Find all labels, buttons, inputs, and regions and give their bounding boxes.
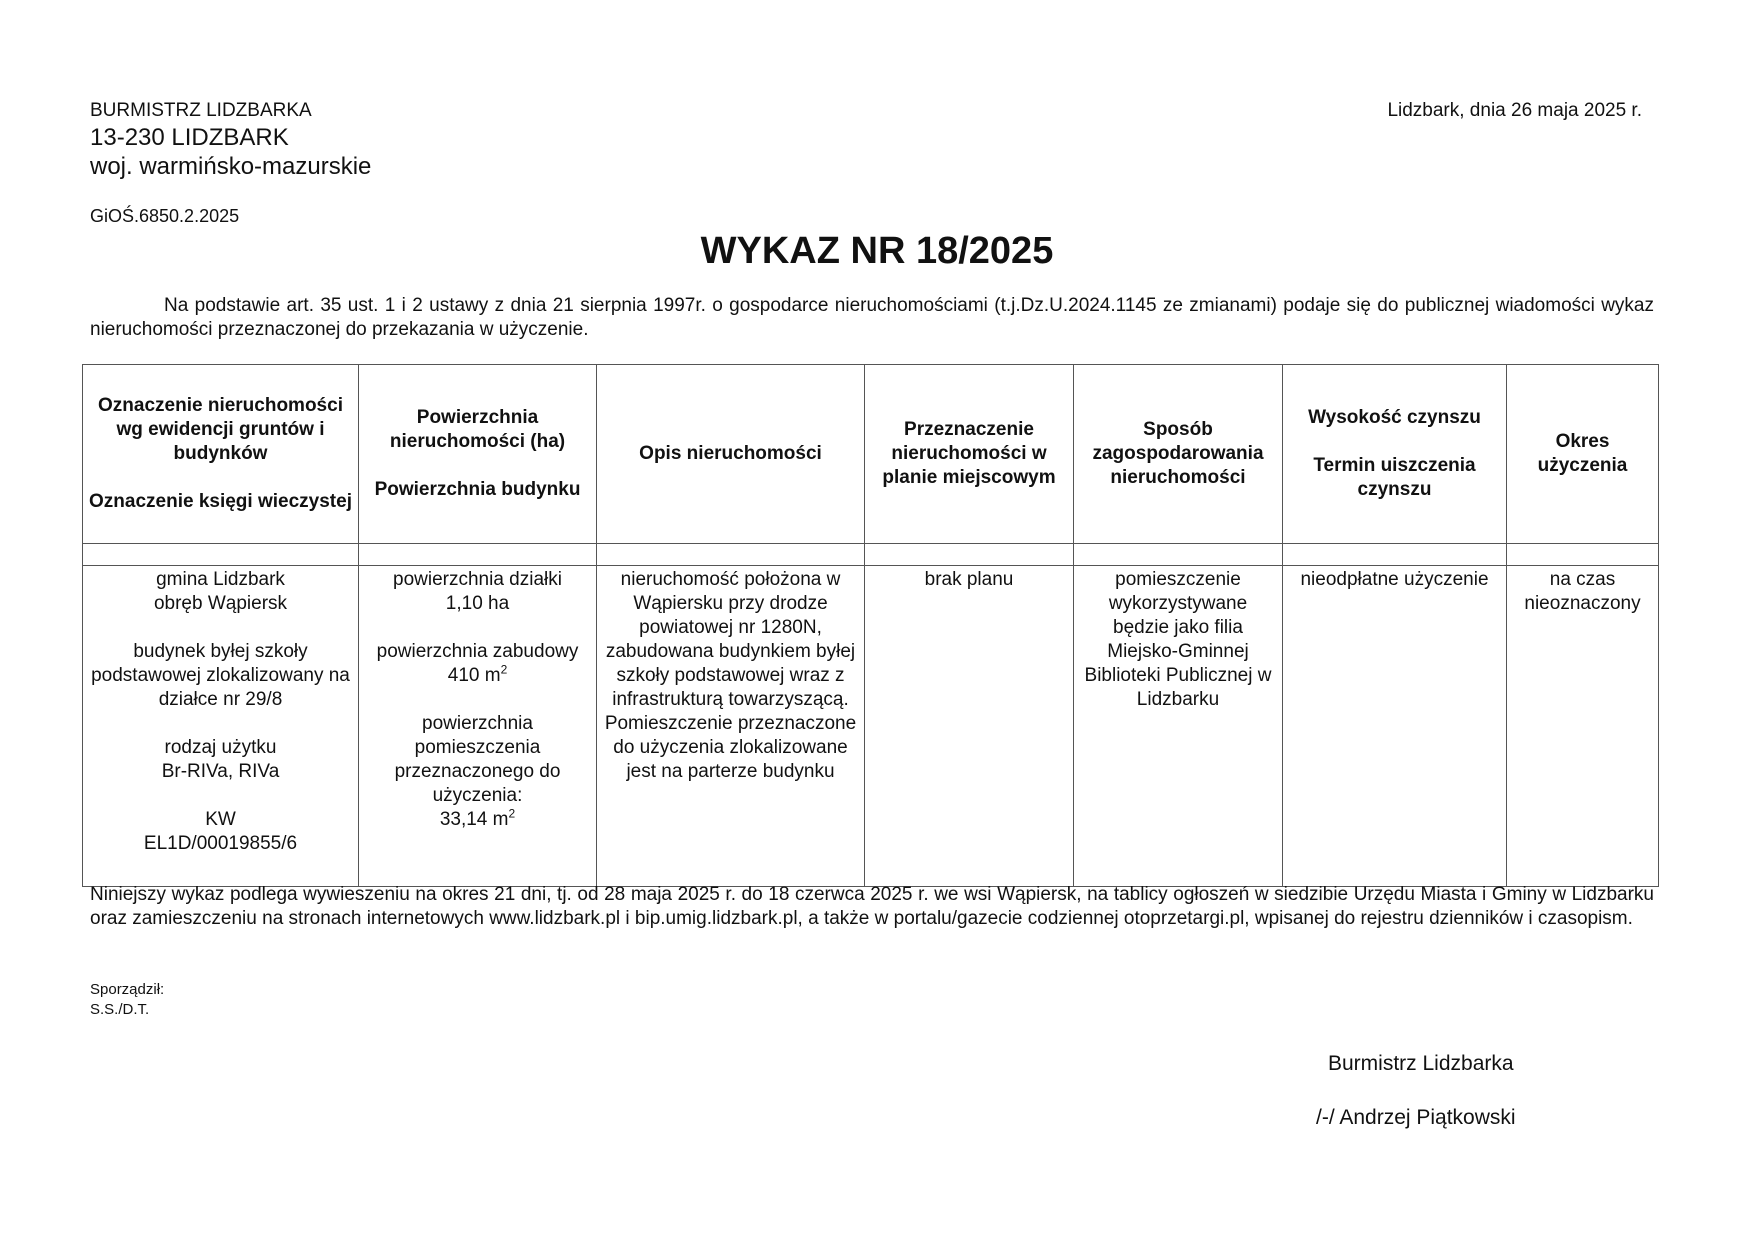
building-location: budynek byłej szkoły podstawowej zlokalizowany na działce nr 29/8	[91, 641, 350, 710]
signer-name: /-/ Andrzej Piątkowski	[1316, 1106, 1516, 1129]
table-spacer-row	[83, 544, 1659, 566]
header-designation-land: Oznaczenie nieruchomości wg ewidencji gruntów i budynków	[98, 395, 343, 464]
plot-area-label: powierzchnia działki	[393, 569, 562, 590]
land-register-label: KW	[205, 809, 236, 830]
cell-description: nieruchomość położona w Wąpiersku przy drodze powiatowej nr 1280N, zabudowana budynkiem byłej szkoły podstawowej wraz z infrastrukturą towarzyszącą. Pomieszczenie przeznaczone do użyczenia zlokalizowane jest na parterze budynku	[597, 566, 865, 887]
header-rent-due: Termin uiszczenia czynszu	[1313, 455, 1476, 500]
issuer-postal-address: 13-230 LIDZBARK	[90, 124, 289, 151]
gmina: gmina Lidzbark	[156, 569, 285, 590]
header-designation-book: Oznaczenie księgi wieczystej	[89, 491, 352, 512]
prepared-by-label: Sporządził:	[90, 981, 165, 998]
header-period: Okres użyczenia	[1507, 365, 1659, 544]
header-area-building: Powierzchnia budynku	[374, 479, 581, 500]
cell-area	[359, 566, 597, 887]
header-area-plot: Powierzchnia nieruchomości (ha)	[389, 407, 566, 452]
reference-number: GiOŚ.6850.2.2025	[90, 206, 240, 226]
cell-period: na czas nieoznaczony	[1507, 566, 1659, 887]
table-row	[83, 566, 1659, 887]
posting-notice: Niniejszy wykaz podlega wywieszeniu na okres 21 dni, tj. od 28 maja 2025 r. do 18 czerwca 2025 r. we wsi Wąpiersk, na tablicy ogłoszeń w siedzibie Urzędu Miasta i Gminy w Lidzbarku oraz zamieszczeniu na stronach internetowych www.lidzbark.pl i bip.umig.lidzbark.pl, a także w portalu/gazecie codziennej otoprzetargi.pl, wpisanej do rejestru dzienników i czasopism.	[90, 884, 1654, 929]
signer-title: Burmistrz Lidzbarka	[1328, 1052, 1514, 1075]
intro-paragraph: Na podstawie art. 35 ust. 1 i 2 ustawy z dnia 21 sierpnia 1997r. o gospodarce nieruchomościami (t.j.Dz.U.2024.1145 ze zmianami) podaje się do publicznej wiadomości wykaz nieruchomości przeznaczonej do przekazania w użyczenie.	[90, 295, 1654, 340]
land-register-number: EL1D/00019855/6	[143, 833, 298, 854]
document-title: WYKAZ NR 18/2025	[700, 230, 1054, 272]
header-description: Opis nieruchomości	[597, 365, 865, 544]
property-table	[82, 364, 1659, 887]
header-zoning: Przeznaczenie nieruchomości w planie miejscowym	[865, 365, 1074, 544]
place-and-date: Lidzbark, dnia 26 maja 2025 r.	[1387, 100, 1642, 121]
table-header-row	[83, 365, 1659, 544]
header-area	[359, 365, 597, 544]
cell-zoning: brak planu	[865, 566, 1074, 887]
header-designation	[83, 365, 359, 544]
room-area-label: powierzchnia pomieszczenia przeznaczonego do użyczenia:	[394, 713, 561, 806]
prepared-by-initials: S.S./D.T.	[90, 1001, 150, 1018]
cell-use: pomieszczenie wykorzystywane będzie jako filia Miejsko-Gminnej Biblioteki Publicznej w Lidzbarku	[1074, 566, 1283, 887]
header-use: Sposób zagospodarowania nieruchomości	[1074, 365, 1283, 544]
header-rent	[1283, 365, 1507, 544]
cell-rent: nieodpłatne użyczenie	[1283, 566, 1507, 887]
cell-designation	[83, 566, 359, 887]
built-area	[365, 664, 590, 688]
built-area-label: powierzchnia zabudowy	[376, 641, 579, 662]
header-rent-amount: Wysokość czynszu	[1308, 407, 1481, 428]
room-area	[365, 808, 590, 832]
plot-area-value: 1,10 ha	[445, 593, 510, 614]
obreb: obręb Wąpiersk	[153, 593, 288, 614]
room-area-value: 33,14 m	[439, 809, 509, 830]
land-use-value: Br-RIVa, RIVa	[161, 761, 280, 782]
built-area-exponent: 2	[500, 662, 508, 677]
room-area-exponent: 2	[508, 806, 516, 821]
issuer-voivodeship: woj. warmińsko-mazurskie	[90, 153, 372, 180]
issuer-name: BURMISTRZ LIDZBARKA	[90, 100, 312, 121]
built-area-value: 410 m	[447, 665, 501, 686]
land-use-label: rodzaj użytku	[164, 737, 277, 758]
